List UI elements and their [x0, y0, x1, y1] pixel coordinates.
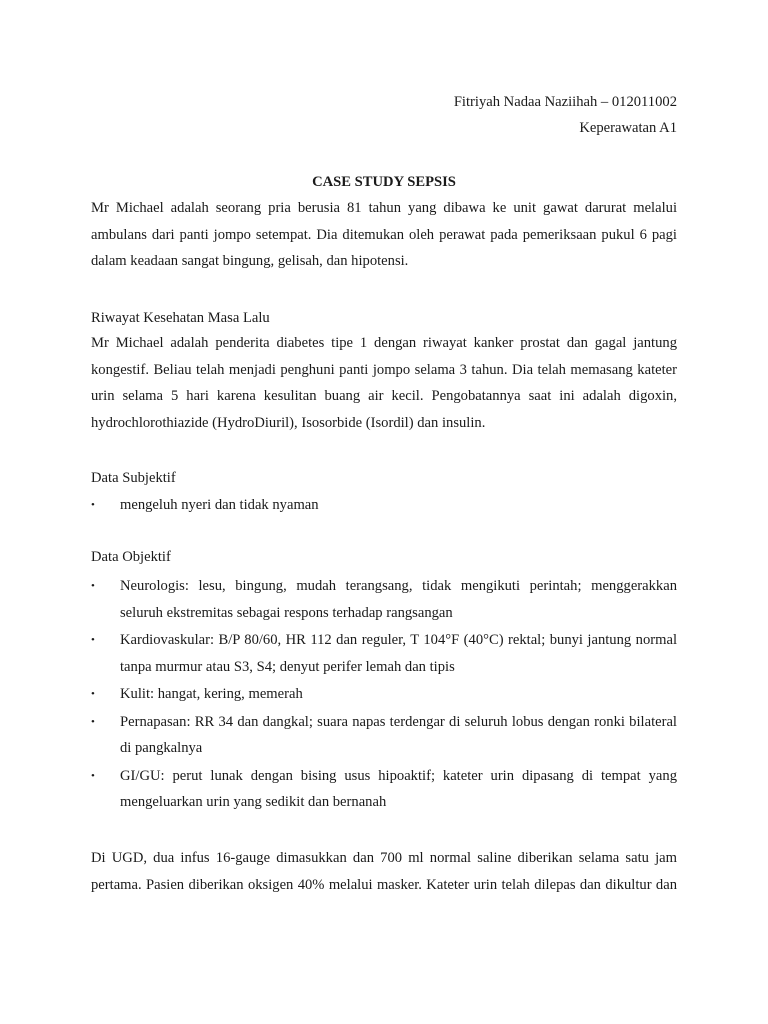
bullet-icon: •: [91, 499, 95, 511]
history-line: Mr Michael adalah penderita diabetes tipe 1 dengan riwayat kanker prostat dan gagal jantung: [91, 335, 677, 351]
document-title: CASE STUDY SEPSIS: [312, 174, 456, 190]
bullet-icon: •: [91, 688, 95, 700]
intro-line: dalam keadaan sangat bingung, gelisah, dan hipotensi.: [91, 253, 409, 269]
history-heading: Riwayat Kesehatan Masa Lalu: [91, 310, 270, 326]
list-item: [91, 627, 677, 680]
subjective-heading: Data Subjektif: [91, 470, 176, 486]
list-item: [91, 573, 677, 626]
list-item-text: Kulit: hangat, kering, memerah: [120, 686, 303, 702]
list-item-text: Pernapasan: RR 34 dan dangkal; suara napas terdengar di seluruh lobus dengan ronki bilateral: [120, 713, 677, 730]
bullet-icon: •: [91, 634, 95, 646]
list-item-text: mengeluarkan urin yang sedikit dan bernanah: [120, 794, 387, 810]
history-line: hydrochlorothiazide (HydroDiuril), Isosorbide (Isordil) dan insulin.: [91, 414, 486, 431]
list-item: [91, 763, 677, 816]
intro-line: ambulans dari panti jompo setempat. Dia ditemukan oleh perawat pada pemeriksaan pukul 6 pagi: [91, 226, 677, 243]
list-item-text: mengeluh nyeri dan tidak nyaman: [120, 497, 319, 513]
history-line: urin selama 5 hari karena kesulitan buang air kecil. Pengobatannya saat ini adalah digoxin,: [91, 388, 677, 404]
objective-list: [91, 573, 677, 816]
intro-paragraph: [91, 195, 677, 275]
er-line: Di UGD, dua infus 16-gauge dimasukkan dan 700 ml normal saline diberikan selama satu jam: [91, 850, 677, 866]
list-item-text: GI/GU: perut lunak dengan bising usus hipoaktif; kateter urin dipasang di tempat yang: [120, 767, 677, 784]
objective-heading: Data Objektif: [91, 549, 171, 565]
er-line: pertama. Pasien diberikan oksigen 40% melalui masker. Kateter urin telah dilepas dan dikultur dan: [91, 876, 677, 893]
list-item-text: Kardiovaskular: B/P 80/60, HR 112 dan reguler, T 104°F (40°C) rektal; bunyi jantung normal: [120, 632, 677, 648]
author-line: Fitriyah Nadaa Naziihah – 012011002: [453, 94, 677, 110]
list-item-text: tanpa murmur atau S3, S4; denyut perifer lemah dan tipis: [120, 658, 455, 675]
list-item-text: di pangkalnya: [120, 740, 203, 756]
history-line: kongestif. Beliau telah menjadi penghuni panti jompo selama 3 tahun. Dia telah memasang kateter: [91, 361, 677, 378]
bullet-icon: •: [91, 580, 95, 592]
list-item-text: Neurologis: lesu, bingung, mudah terangsang, tidak mengikuti perintah; menggerakkan: [120, 578, 677, 594]
list-item: [91, 492, 677, 519]
er-paragraph: [91, 845, 677, 898]
list-item: [91, 709, 677, 762]
program-line: Keperawatan A1: [579, 120, 677, 136]
list-item-text: seluruh ekstremitas sebagai respons terhadap rangsangan: [120, 604, 453, 621]
intro-line: Mr Michael adalah seorang pria berusia 81 tahun yang dibawa ke unit gawat darurat melalui: [91, 200, 677, 216]
bullet-icon: •: [91, 715, 95, 728]
subjective-list: [91, 492, 677, 519]
history-paragraph: [91, 330, 677, 436]
bullet-icon: •: [91, 769, 95, 782]
list-item: [91, 681, 677, 708]
